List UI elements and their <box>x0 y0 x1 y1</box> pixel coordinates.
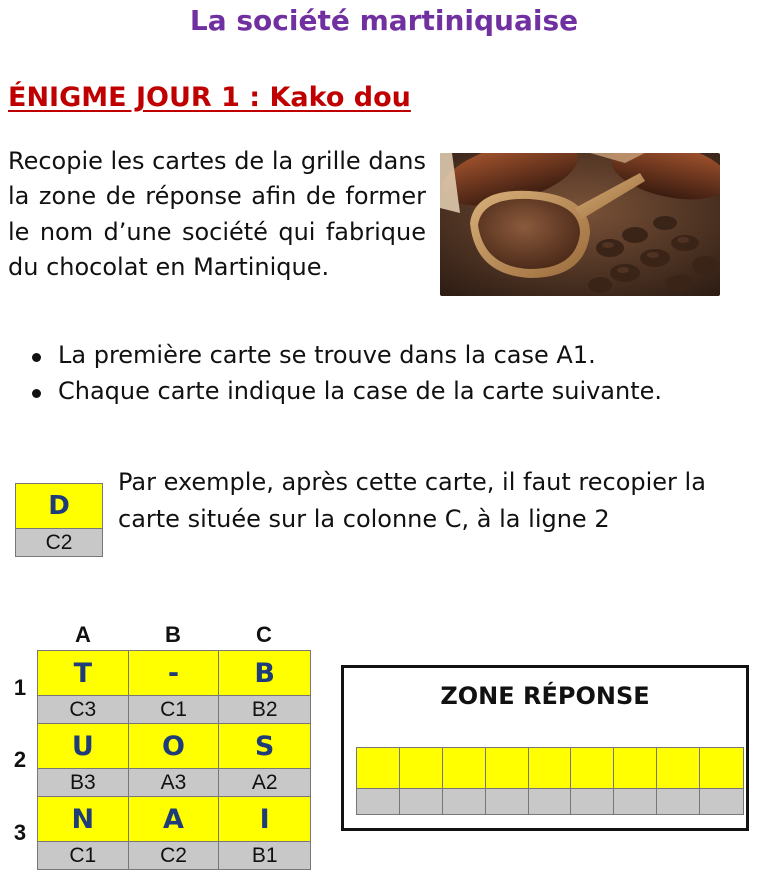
cocoa-photo <box>440 153 720 296</box>
grid-card-b2 <box>129 724 220 797</box>
card-code: C3 <box>38 695 128 723</box>
answer-slot-6[interactable] <box>571 748 614 814</box>
rules-list <box>30 340 730 411</box>
grid-card-a1 <box>38 651 129 724</box>
grid-card-c3 <box>219 797 310 869</box>
grid-card-a3 <box>38 797 129 869</box>
answer-slots <box>356 747 744 815</box>
row-header-2: 2 <box>13 747 27 772</box>
answer-slot-4[interactable] <box>486 748 529 814</box>
card-letter: N <box>38 797 128 841</box>
row-header-1: 1 <box>13 675 27 700</box>
answer-slot-2[interactable] <box>400 748 443 814</box>
page-title: La société martiniquaise <box>189 4 579 37</box>
answer-slot-3[interactable] <box>443 748 486 814</box>
rule-item: La première carte se trouve dans la case A1. <box>30 340 730 372</box>
card-code: B1 <box>219 841 310 869</box>
column-header-b: B <box>165 622 181 647</box>
card-letter: - <box>129 651 219 695</box>
grid-card-b3 <box>129 797 220 869</box>
card-letter: U <box>38 724 128 768</box>
card-letter: O <box>129 724 219 768</box>
example-card-code: C2 <box>16 528 102 556</box>
answer-zone <box>341 665 749 831</box>
card-letter: B <box>219 651 310 695</box>
example-explanation: Par exemple, après cette carte, il faut recopier la carte située sur la colonne C, à la ligne 2 <box>118 468 706 534</box>
answer-slot-8[interactable] <box>657 748 700 814</box>
card-code: B3 <box>38 768 128 796</box>
column-header-c: C <box>256 622 272 647</box>
grid-card-a2 <box>38 724 129 797</box>
card-code: A3 <box>129 768 219 796</box>
row-header-3: 3 <box>13 820 27 845</box>
grid-card-b1 <box>129 651 220 724</box>
rule-item: Chaque carte indique la case de la carte suivante. <box>30 376 730 408</box>
cocoa-image-icon <box>440 153 720 296</box>
column-header-a: A <box>75 622 91 647</box>
card-grid <box>37 650 311 870</box>
grid-card-c2 <box>219 724 310 797</box>
card-code: C2 <box>129 841 219 869</box>
answer-slot-9[interactable] <box>700 748 743 814</box>
answer-zone-label: ZONE RÉPONSE <box>440 682 650 710</box>
example-card-letter: D <box>16 484 102 528</box>
card-code: B2 <box>219 695 310 723</box>
answer-slot-1[interactable] <box>357 748 400 814</box>
enigma-heading: ÉNIGME JOUR 1 : Kako dou <box>8 82 411 113</box>
card-letter: S <box>219 724 310 768</box>
answer-slot-5[interactable] <box>529 748 572 814</box>
card-code: C1 <box>38 841 128 869</box>
card-letter: I <box>219 797 310 841</box>
intro-paragraph: Recopie les cartes de la grille dans la zone de réponse afin de former le nom d’une société qui fabrique du chocolat en Martinique. <box>8 147 426 281</box>
card-code: C1 <box>129 695 219 723</box>
card-code: A2 <box>219 768 310 796</box>
card-letter: T <box>38 651 128 695</box>
grid-card-c1 <box>219 651 310 724</box>
card-letter: A <box>129 797 219 841</box>
answer-slot-7[interactable] <box>614 748 657 814</box>
example-card <box>15 483 103 557</box>
